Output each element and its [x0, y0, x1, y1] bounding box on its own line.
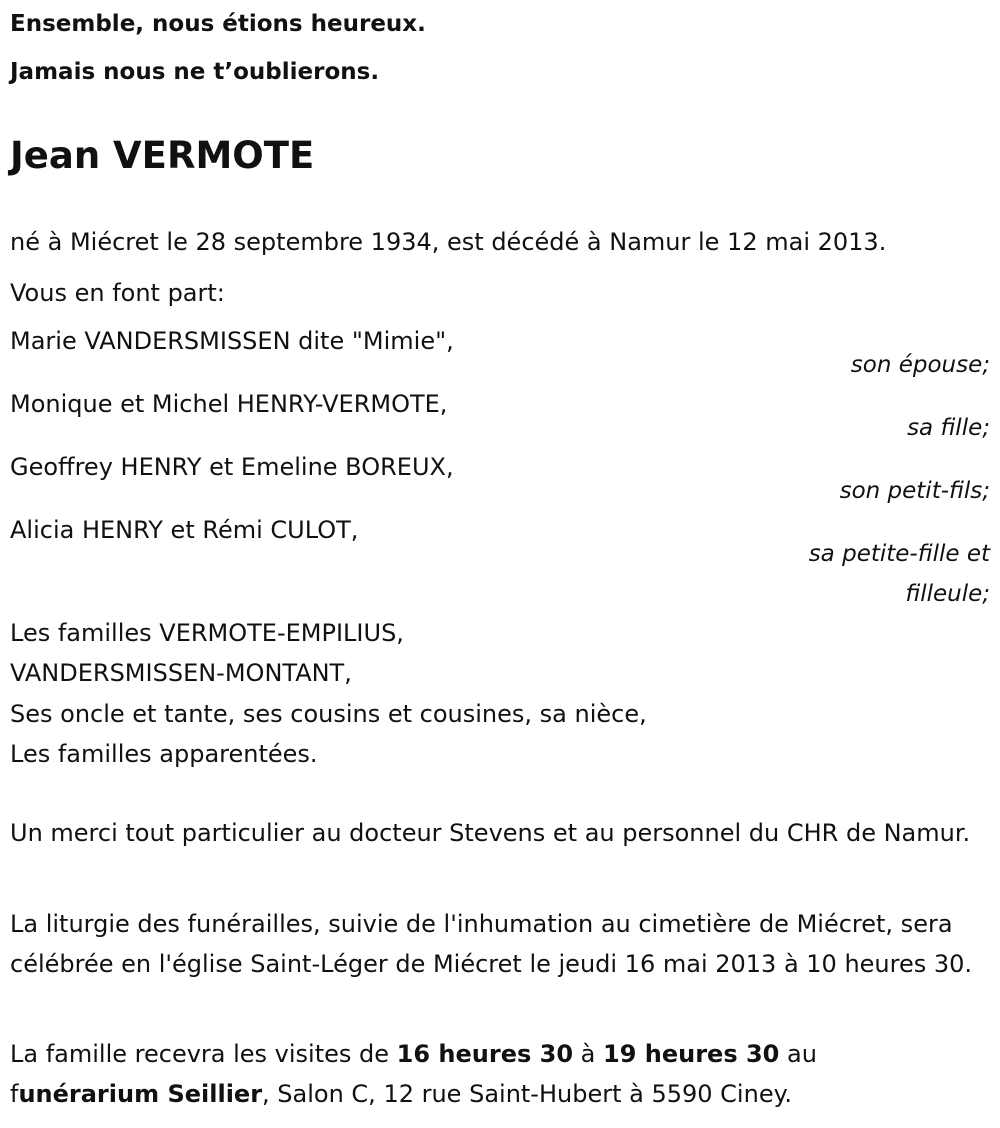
thanks-paragraph: Un merci tout particulier au docteur Stevens et au personnel du CHR de Namur.	[10, 819, 971, 847]
relative-relation: son épouse;	[850, 352, 990, 378]
motto-line-1: Ensemble, nous étions heureux.	[10, 11, 426, 37]
family-line: VANDERSMISSEN-MONTANT,	[10, 659, 352, 687]
relative-relation: son petit-fils;	[839, 478, 990, 504]
deceased-name: Jean VERMOTE	[10, 134, 315, 177]
relative-relation: sa petite-fille et	[808, 541, 990, 567]
visits-place-prefix: f	[10, 1080, 19, 1108]
relative-name: Marie VANDERSMISSEN dite "Mimie",	[10, 327, 454, 355]
relative-name: Monique et Michel HENRY-VERMOTE,	[10, 390, 448, 418]
visits-address: , Salon C, 12 rue Saint-Hubert à 5590 Ciney.	[262, 1080, 792, 1108]
relative-relation: filleule;	[905, 581, 990, 607]
funeral-paragraph: La liturgie des funérailles, suivie de l'inhumation au cimetière de Miécret, sera célébrée en l'église Saint-Léger de Miécret le jeudi 16 mai 2013 à 10 heures 30.	[10, 910, 973, 978]
announcement-intro: Vous en font part:	[10, 279, 225, 307]
deceased-details: né à Miécret le 28 septembre 1934, est décédé à Namur le 12 mai 2013.	[10, 228, 887, 256]
visits-paragraph	[10, 1034, 980, 1114]
family-line: Les familles apparentées.	[10, 740, 318, 768]
family-line: Ses oncle et tante, ses cousins et cousines, sa nièce,	[10, 700, 647, 728]
visits-time-to: 19 heures 30	[603, 1040, 780, 1068]
relative-relation: sa fille;	[907, 415, 990, 441]
family-line: Les familles VERMOTE-EMPILIUS,	[10, 619, 404, 647]
visits-prefix: La famille recevra les visites de	[10, 1040, 397, 1068]
visits-after-time: au	[779, 1040, 817, 1068]
visits-place: unérarium Seillier	[18, 1080, 263, 1108]
relative-name: Geoffrey HENRY et Emeline BOREUX,	[10, 453, 454, 481]
relative-name: Alicia HENRY et Rémi CULOT,	[10, 516, 359, 544]
motto-line-2: Jamais nous ne t’oublierons.	[10, 59, 380, 85]
visits-between: à	[573, 1040, 603, 1068]
visits-time-from: 16 heures 30	[396, 1040, 574, 1068]
